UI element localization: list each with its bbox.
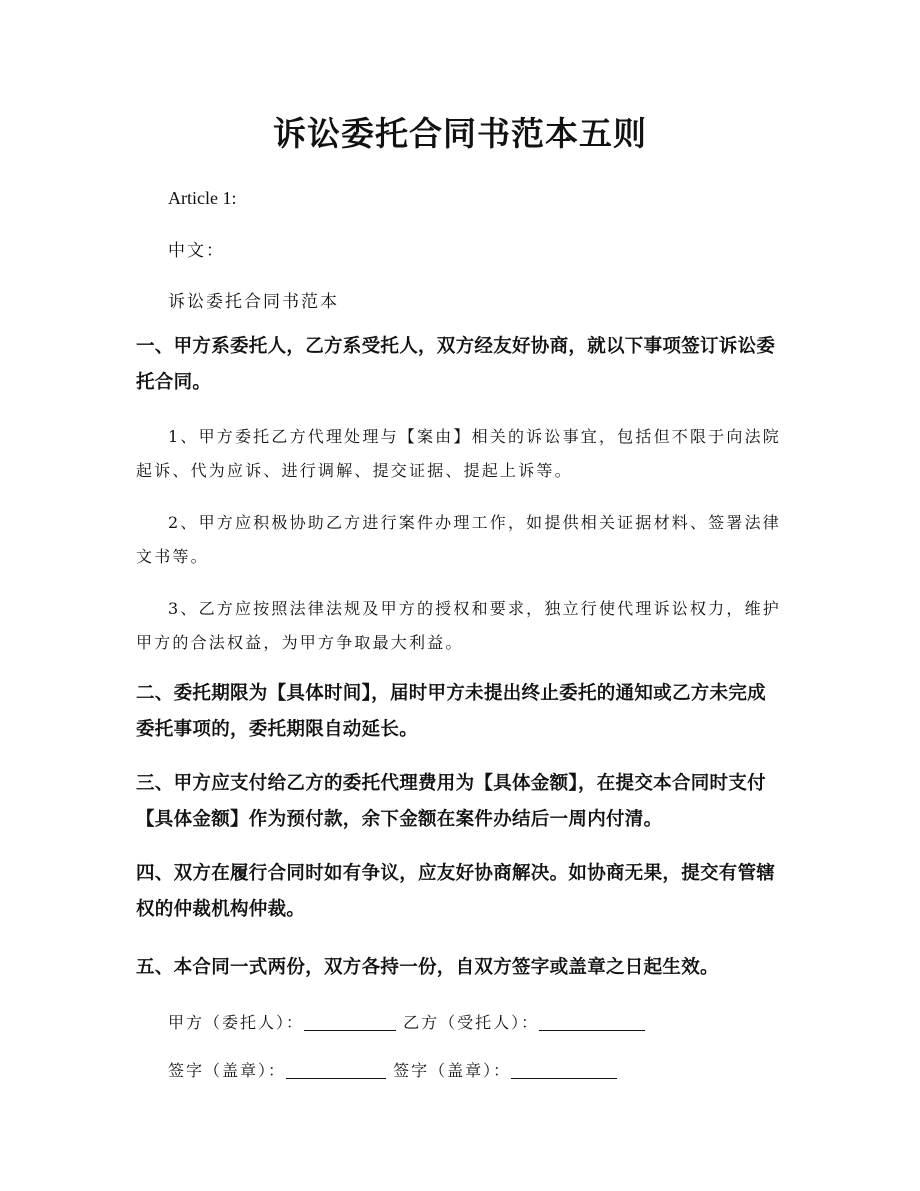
sign-b-blank	[511, 1077, 617, 1079]
section-heading: 三、甲方应支付给乙方的委托代理费用为【具体金额】，在提交本合同时支付【具体金额】作为预付款，余下金额在案件办结后一周内付清。	[136, 773, 766, 830]
document-title: 诉讼委托合同书范本五则	[273, 114, 647, 153]
section-heading: 一、甲方系委托人，乙方系受托人，双方经友好协商，就以下事项签订诉讼委托合同。	[136, 336, 776, 393]
clause-paragraph: 2、甲方应积极协助乙方进行案件办理工作，如提供相关证据材料、签署法律文书等。	[136, 513, 781, 566]
subtitle: 诉讼委托合同书范本	[168, 292, 339, 312]
party-b-blank	[539, 1029, 645, 1031]
section-heading: 五、本合同一式两份，双方各持一份，自双方签字或盖章之日起生效。	[136, 957, 719, 978]
language-label: 中文：	[168, 241, 225, 261]
party-a-label: 甲方（委托人）：	[168, 1013, 305, 1032]
signature-row-parties	[168, 1010, 645, 1033]
sign-a-label: 签字（盖章）：	[168, 1061, 287, 1080]
article-label: Article 1:	[168, 188, 237, 208]
clause-paragraph: 3、乙方应按照法律法规及甲方的授权和要求，独立行使代理诉讼权力，维护甲方的合法权益，为甲方争取最大利益。	[136, 599, 781, 652]
party-b-label: 乙方（受托人）：	[403, 1013, 540, 1032]
section-heading: 二、委托期限为【具体时间】，届时甲方未提出终止委托的通知或乙方未完成委托事项的，委托期限自动延长。	[136, 683, 766, 740]
clause-paragraph: 1、甲方委托乙方代理处理与【案由】相关的诉讼事宜，包括但不限于向法院起诉、代为应诉、进行调解、提交证据、提起上诉等。	[136, 427, 781, 480]
party-a-blank	[304, 1029, 396, 1031]
section-heading: 四、双方在履行合同时如有争议，应友好协商解决。如协商无果，提交有管辖权的仲裁机构仲裁。	[136, 863, 776, 920]
sign-a-blank	[286, 1077, 386, 1079]
signature-row-seals	[168, 1058, 617, 1081]
sign-b-label: 签字（盖章）：	[393, 1061, 512, 1080]
